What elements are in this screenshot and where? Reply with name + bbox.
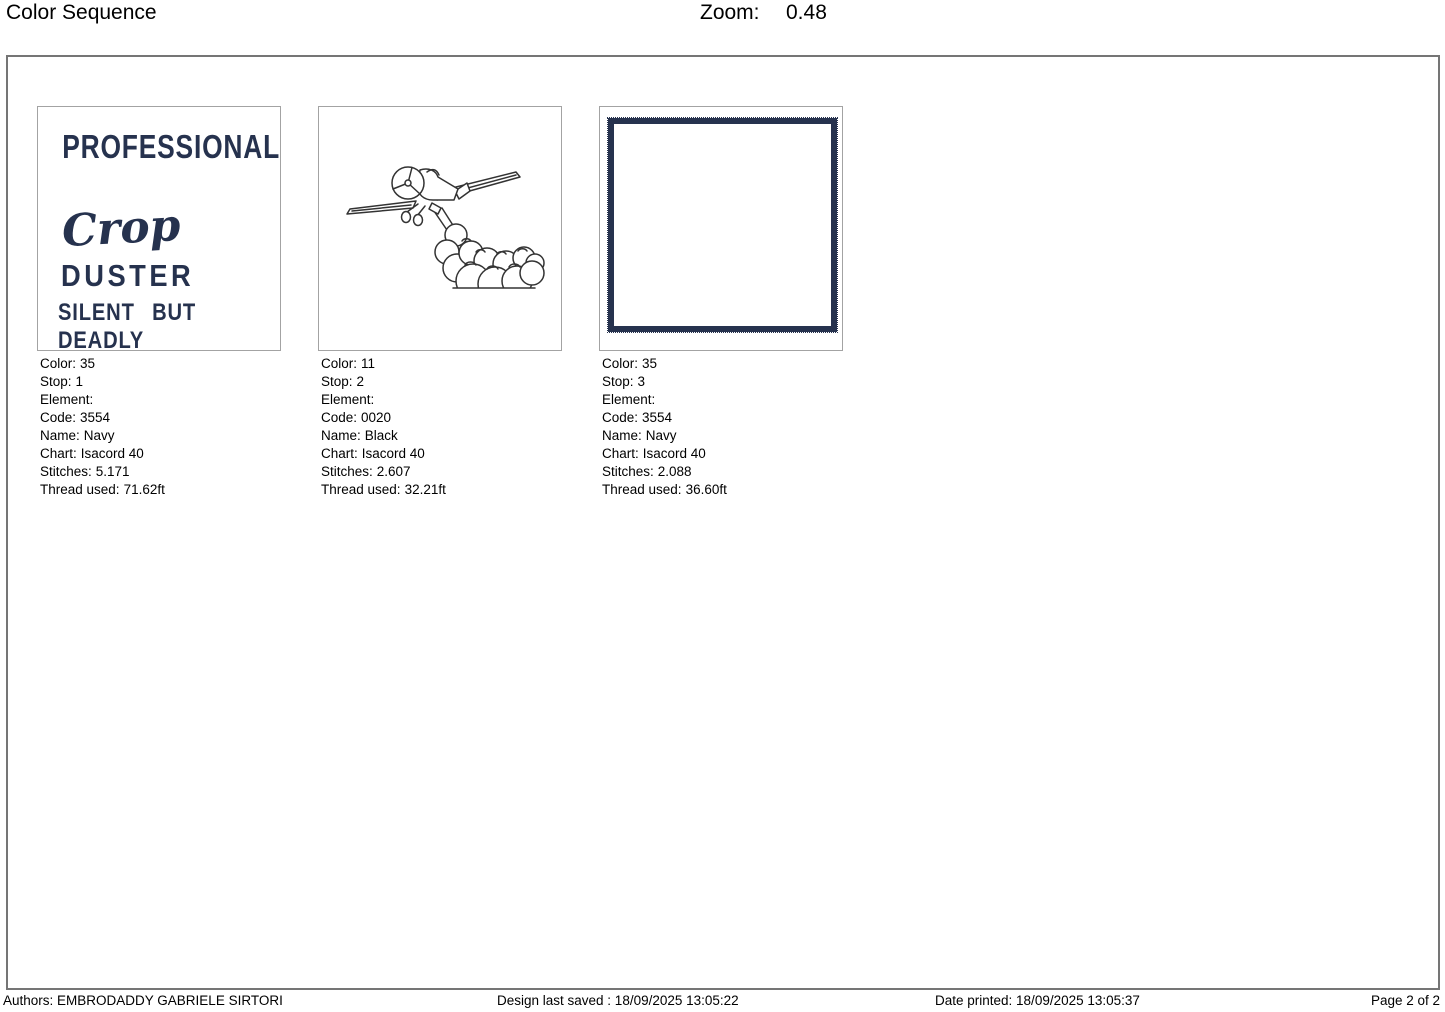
- color-step-2: [318, 106, 562, 499]
- airplane: [347, 167, 520, 226]
- field-stitches: Stitches: 2.088: [602, 464, 692, 479]
- field-chart: Chart: Isacord 40: [602, 446, 706, 461]
- field-color: Color: 35: [602, 356, 658, 371]
- lettering-line-silent: SILENT BUT DEADLY: [58, 299, 197, 351]
- field-stitches: Stitches: 5.171: [40, 464, 130, 479]
- field-name: Name: Navy: [40, 428, 115, 443]
- field-code: Code: 3554: [40, 410, 111, 425]
- color-step-1: [37, 106, 281, 499]
- field-thread-used: Thread used: 32.21ft: [321, 482, 446, 497]
- field-stop: Stop: 3: [602, 374, 646, 389]
- field-element: Element:: [321, 392, 375, 407]
- field-stop: Stop: 2: [321, 374, 365, 389]
- lettering-line-professional: PROFESSIONAL: [62, 128, 281, 165]
- field-element: Element:: [602, 392, 656, 407]
- field-chart: Chart: Isacord 40: [321, 446, 425, 461]
- footer-date-printed: Date printed: 18/09/2025 13:05:37: [935, 993, 1140, 1008]
- field-code: Code: 3554: [602, 410, 673, 425]
- color-step-3-details: [599, 355, 843, 499]
- zoom-value: 0.48: [786, 1, 827, 24]
- footer-page-number: Page 2 of 2: [1370, 993, 1440, 1008]
- color-step-2-details: [318, 355, 562, 499]
- field-stop: Stop: 1: [40, 374, 84, 389]
- plane-drawing-thumbnail: [318, 106, 562, 351]
- lettering-design-thumbnail: [37, 106, 281, 351]
- frame-design-thumbnail: [599, 106, 843, 351]
- lettering-design: [38, 107, 280, 350]
- field-name: Name: Black: [321, 428, 398, 443]
- page-title: Color Sequence: [6, 1, 157, 24]
- color-sequence-canvas: [6, 55, 1440, 990]
- lettering-line-duster: DUSTER: [61, 258, 195, 293]
- field-color: Color: 11: [321, 356, 376, 371]
- field-thread-used: Thread used: 71.62ft: [40, 482, 165, 497]
- field-stitches: Stitches: 2.607: [321, 464, 411, 479]
- field-element: Element:: [40, 392, 94, 407]
- navy-stitch-frame: [608, 118, 837, 332]
- footer-design-last-saved: Design last saved : 18/09/2025 13:05:22: [497, 993, 739, 1008]
- crop-duster-plane-drawing: [319, 107, 561, 350]
- field-thread-used: Thread used: 36.60ft: [602, 482, 727, 497]
- footer-authors: Authors: EMBRODADDY GABRIELE SIRTORI: [3, 993, 283, 1008]
- lettering-line-crop: Crop: [60, 199, 182, 258]
- field-chart: Chart: Isacord 40: [40, 446, 144, 461]
- color-step-3: [599, 106, 843, 499]
- field-name: Name: Navy: [602, 428, 677, 443]
- field-code: Code: 0020: [321, 410, 392, 425]
- color-step-1-details: [37, 355, 281, 499]
- zoom-label: Zoom:: [700, 1, 760, 24]
- field-color: Color: 35: [40, 356, 96, 371]
